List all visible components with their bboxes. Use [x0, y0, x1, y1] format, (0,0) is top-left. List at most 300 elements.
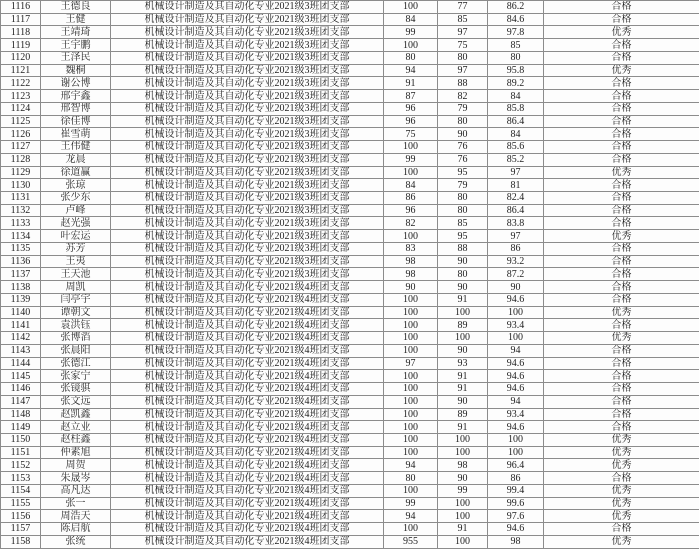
score-3-cell[interactable]: 97 [488, 166, 544, 179]
branch-cell[interactable]: 机械设计制造及其自动化专业2021级3班团支部 [111, 90, 384, 103]
score-2-cell[interactable]: 99 [438, 484, 488, 497]
row-number-cell[interactable]: 1126 [1, 128, 41, 141]
rating-cell[interactable]: 合格 [544, 217, 699, 230]
name-cell[interactable]: 王夷 [41, 255, 111, 268]
rating-cell[interactable]: 合格 [544, 77, 699, 90]
score-3-cell[interactable]: 99.6 [488, 497, 544, 510]
name-cell[interactable]: 魏桐 [41, 64, 111, 77]
branch-cell[interactable]: 机械设计制造及其自动化专业2021级4班团支部 [111, 293, 384, 306]
score-3-cell[interactable]: 95.8 [488, 64, 544, 77]
rating-cell[interactable]: 合格 [544, 115, 699, 128]
name-cell[interactable]: 赵柱鑫 [41, 433, 111, 446]
score-3-cell[interactable]: 93.2 [488, 255, 544, 268]
branch-cell[interactable]: 机械设计制造及其自动化专业2021级4班团支部 [111, 446, 384, 459]
score-2-cell[interactable]: 97 [438, 26, 488, 39]
rating-cell[interactable]: 优秀 [544, 510, 699, 523]
score-3-cell[interactable]: 94 [488, 395, 544, 408]
row-number-cell[interactable]: 1144 [1, 357, 41, 370]
score-3-cell[interactable]: 85.6 [488, 141, 544, 154]
score-2-cell[interactable]: 90 [438, 395, 488, 408]
score-2-cell[interactable]: 90 [438, 472, 488, 485]
row-number-cell[interactable]: 1142 [1, 332, 41, 345]
row-number-cell[interactable]: 1137 [1, 268, 41, 281]
rating-cell[interactable]: 优秀 [544, 230, 699, 243]
score-1-cell[interactable]: 100 [384, 523, 438, 536]
name-cell[interactable]: 张博滔 [41, 332, 111, 345]
score-1-cell[interactable]: 100 [384, 446, 438, 459]
score-3-cell[interactable]: 86.4 [488, 115, 544, 128]
score-3-cell[interactable]: 94 [488, 344, 544, 357]
name-cell[interactable]: 张家宁 [41, 370, 111, 383]
score-1-cell[interactable]: 100 [384, 230, 438, 243]
rating-cell[interactable]: 合格 [544, 13, 699, 26]
score-2-cell[interactable]: 76 [438, 153, 488, 166]
rating-cell[interactable]: 合格 [544, 281, 699, 294]
score-1-cell[interactable]: 100 [384, 1, 438, 14]
score-3-cell[interactable]: 97.8 [488, 26, 544, 39]
score-2-cell[interactable]: 80 [438, 115, 488, 128]
branch-cell[interactable]: 机械设计制造及其自动化专业2021级3班团支部 [111, 39, 384, 52]
branch-cell[interactable]: 机械设计制造及其自动化专业2021级4班团支部 [111, 459, 384, 472]
branch-cell[interactable]: 机械设计制造及其自动化专业2021级4班团支部 [111, 319, 384, 332]
score-1-cell[interactable]: 94 [384, 510, 438, 523]
rating-cell[interactable]: 优秀 [544, 497, 699, 510]
score-3-cell[interactable]: 83.8 [488, 217, 544, 230]
score-1-cell[interactable]: 82 [384, 217, 438, 230]
branch-cell[interactable]: 机械设计制造及其自动化专业2021级4班团支部 [111, 535, 384, 548]
score-1-cell[interactable]: 99 [384, 497, 438, 510]
score-3-cell[interactable]: 94.6 [488, 383, 544, 396]
score-2-cell[interactable]: 79 [438, 102, 488, 115]
row-number-cell[interactable]: 1140 [1, 306, 41, 319]
branch-cell[interactable]: 机械设计制造及其自动化专业2021级4班团支部 [111, 395, 384, 408]
score-1-cell[interactable]: 98 [384, 255, 438, 268]
score-3-cell[interactable]: 94.6 [488, 421, 544, 434]
row-number-cell[interactable]: 1153 [1, 472, 41, 485]
branch-cell[interactable]: 机械设计制造及其自动化专业2021级4班团支部 [111, 472, 384, 485]
row-number-cell[interactable]: 1145 [1, 370, 41, 383]
score-1-cell[interactable]: 99 [384, 26, 438, 39]
rating-cell[interactable]: 合格 [544, 255, 699, 268]
name-cell[interactable]: 张统 [41, 535, 111, 548]
row-number-cell[interactable]: 1143 [1, 344, 41, 357]
row-number-cell[interactable]: 1119 [1, 39, 41, 52]
row-number-cell[interactable]: 1138 [1, 281, 41, 294]
score-2-cell[interactable]: 80 [438, 51, 488, 64]
score-2-cell[interactable]: 97 [438, 64, 488, 77]
row-number-cell[interactable]: 1156 [1, 510, 41, 523]
row-number-cell[interactable]: 1132 [1, 204, 41, 217]
score-1-cell[interactable]: 100 [384, 39, 438, 52]
score-2-cell[interactable]: 88 [438, 242, 488, 255]
name-cell[interactable]: 袁洪钰 [41, 319, 111, 332]
rating-cell[interactable]: 合格 [544, 421, 699, 434]
rating-cell[interactable]: 优秀 [544, 446, 699, 459]
row-number-cell[interactable]: 1150 [1, 433, 41, 446]
branch-cell[interactable]: 机械设计制造及其自动化专业2021级3班团支部 [111, 204, 384, 217]
score-1-cell[interactable]: 100 [384, 370, 438, 383]
score-2-cell[interactable]: 91 [438, 293, 488, 306]
row-number-cell[interactable]: 1130 [1, 179, 41, 192]
row-number-cell[interactable]: 1127 [1, 141, 41, 154]
score-3-cell[interactable]: 85.2 [488, 153, 544, 166]
rating-cell[interactable]: 合格 [544, 39, 699, 52]
branch-cell[interactable]: 机械设计制造及其自动化专业2021级4班团支部 [111, 383, 384, 396]
score-3-cell[interactable]: 96.4 [488, 459, 544, 472]
score-3-cell[interactable]: 85.8 [488, 102, 544, 115]
score-1-cell[interactable]: 96 [384, 204, 438, 217]
score-1-cell[interactable]: 84 [384, 179, 438, 192]
rating-cell[interactable]: 优秀 [544, 332, 699, 345]
row-number-cell[interactable]: 1117 [1, 13, 41, 26]
rating-cell[interactable]: 合格 [544, 383, 699, 396]
branch-cell[interactable]: 机械设计制造及其自动化专业2021级3班团支部 [111, 153, 384, 166]
name-cell[interactable]: 王泽民 [41, 51, 111, 64]
score-1-cell[interactable]: 80 [384, 51, 438, 64]
rating-cell[interactable]: 合格 [544, 523, 699, 536]
rating-cell[interactable]: 合格 [544, 141, 699, 154]
rating-cell[interactable]: 合格 [544, 268, 699, 281]
branch-cell[interactable]: 机械设计制造及其自动化专业2021级3班团支部 [111, 102, 384, 115]
score-2-cell[interactable]: 90 [438, 255, 488, 268]
score-1-cell[interactable]: 94 [384, 459, 438, 472]
name-cell[interactable]: 周贺 [41, 459, 111, 472]
name-cell[interactable]: 王健 [41, 13, 111, 26]
branch-cell[interactable]: 机械设计制造及其自动化专业2021级3班团支部 [111, 230, 384, 243]
score-1-cell[interactable]: 96 [384, 102, 438, 115]
name-cell[interactable]: 王德良 [41, 1, 111, 14]
rating-cell[interactable]: 优秀 [544, 64, 699, 77]
rating-cell[interactable]: 优秀 [544, 535, 699, 548]
score-3-cell[interactable]: 86.2 [488, 1, 544, 14]
rating-cell[interactable]: 优秀 [544, 26, 699, 39]
score-1-cell[interactable]: 955 [384, 535, 438, 548]
row-number-cell[interactable]: 1155 [1, 497, 41, 510]
rating-cell[interactable]: 合格 [544, 128, 699, 141]
score-3-cell[interactable]: 94.6 [488, 357, 544, 370]
score-2-cell[interactable]: 90 [438, 344, 488, 357]
row-number-cell[interactable]: 1123 [1, 90, 41, 103]
name-cell[interactable]: 王伟健 [41, 141, 111, 154]
score-3-cell[interactable]: 100 [488, 332, 544, 345]
rating-cell[interactable]: 合格 [544, 408, 699, 421]
branch-cell[interactable]: 机械设计制造及其自动化专业2021级4班团支部 [111, 433, 384, 446]
name-cell[interactable]: 赵光强 [41, 217, 111, 230]
score-3-cell[interactable]: 93.4 [488, 408, 544, 421]
score-2-cell[interactable]: 95 [438, 230, 488, 243]
score-2-cell[interactable]: 89 [438, 319, 488, 332]
row-number-cell[interactable]: 1135 [1, 242, 41, 255]
score-2-cell[interactable]: 88 [438, 77, 488, 90]
name-cell[interactable]: 王天池 [41, 268, 111, 281]
score-2-cell[interactable]: 77 [438, 1, 488, 14]
name-cell[interactable]: 徐佳博 [41, 115, 111, 128]
score-2-cell[interactable]: 85 [438, 13, 488, 26]
score-3-cell[interactable]: 86.4 [488, 204, 544, 217]
score-3-cell[interactable]: 94.6 [488, 523, 544, 536]
name-cell[interactable]: 龙晨 [41, 153, 111, 166]
row-number-cell[interactable]: 1136 [1, 255, 41, 268]
score-2-cell[interactable]: 100 [438, 433, 488, 446]
rating-cell[interactable]: 合格 [544, 1, 699, 14]
branch-cell[interactable]: 机械设计制造及其自动化专业2021级4班团支部 [111, 281, 384, 294]
row-number-cell[interactable]: 1121 [1, 64, 41, 77]
score-2-cell[interactable]: 80 [438, 204, 488, 217]
score-1-cell[interactable]: 100 [384, 433, 438, 446]
branch-cell[interactable]: 机械设计制造及其自动化专业2021级4班团支部 [111, 421, 384, 434]
score-3-cell[interactable]: 94.6 [488, 370, 544, 383]
row-number-cell[interactable]: 1120 [1, 51, 41, 64]
score-1-cell[interactable]: 100 [384, 319, 438, 332]
row-number-cell[interactable]: 1152 [1, 459, 41, 472]
score-2-cell[interactable]: 90 [438, 128, 488, 141]
branch-cell[interactable]: 机械设计制造及其自动化专业2021级4班团支部 [111, 408, 384, 421]
score-3-cell[interactable]: 90 [488, 281, 544, 294]
name-cell[interactable]: 张镜骐 [41, 383, 111, 396]
name-cell[interactable]: 朱晟岑 [41, 472, 111, 485]
name-cell[interactable]: 苏芳 [41, 242, 111, 255]
name-cell[interactable]: 周凯 [41, 281, 111, 294]
name-cell[interactable]: 仲素旭 [41, 446, 111, 459]
name-cell[interactable]: 邢智博 [41, 102, 111, 115]
score-3-cell[interactable]: 81 [488, 179, 544, 192]
row-number-cell[interactable]: 1124 [1, 102, 41, 115]
rating-cell[interactable]: 合格 [544, 370, 699, 383]
row-number-cell[interactable]: 1134 [1, 230, 41, 243]
rating-cell[interactable]: 合格 [544, 179, 699, 192]
name-cell[interactable]: 张文远 [41, 395, 111, 408]
score-3-cell[interactable]: 84.6 [488, 13, 544, 26]
rating-cell[interactable]: 合格 [544, 153, 699, 166]
row-number-cell[interactable]: 1133 [1, 217, 41, 230]
score-2-cell[interactable]: 80 [438, 268, 488, 281]
score-1-cell[interactable]: 99 [384, 153, 438, 166]
row-number-cell[interactable]: 1157 [1, 523, 41, 536]
score-1-cell[interactable]: 100 [384, 141, 438, 154]
score-2-cell[interactable]: 100 [438, 306, 488, 319]
score-1-cell[interactable]: 91 [384, 77, 438, 90]
score-3-cell[interactable]: 94.6 [488, 293, 544, 306]
score-1-cell[interactable]: 100 [384, 395, 438, 408]
score-2-cell[interactable]: 85 [438, 217, 488, 230]
rating-cell[interactable]: 优秀 [544, 306, 699, 319]
rating-cell[interactable]: 优秀 [544, 166, 699, 179]
branch-cell[interactable]: 机械设计制造及其自动化专业2021级4班团支部 [111, 497, 384, 510]
score-3-cell[interactable]: 86 [488, 242, 544, 255]
branch-cell[interactable]: 机械设计制造及其自动化专业2021级3班团支部 [111, 13, 384, 26]
name-cell[interactable]: 周浩天 [41, 510, 111, 523]
branch-cell[interactable]: 机械设计制造及其自动化专业2021级3班团支部 [111, 268, 384, 281]
branch-cell[interactable]: 机械设计制造及其自动化专业2021级3班团支部 [111, 26, 384, 39]
branch-cell[interactable]: 机械设计制造及其自动化专业2021级3班团支部 [111, 179, 384, 192]
score-3-cell[interactable]: 84 [488, 128, 544, 141]
branch-cell[interactable]: 机械设计制造及其自动化专业2021级3班团支部 [111, 217, 384, 230]
score-2-cell[interactable]: 100 [438, 497, 488, 510]
branch-cell[interactable]: 机械设计制造及其自动化专业2021级3班团支部 [111, 77, 384, 90]
score-3-cell[interactable]: 98 [488, 535, 544, 548]
score-1-cell[interactable]: 100 [384, 166, 438, 179]
score-1-cell[interactable]: 100 [384, 383, 438, 396]
rating-cell[interactable]: 优秀 [544, 433, 699, 446]
branch-cell[interactable]: 机械设计制造及其自动化专业2021级3班团支部 [111, 1, 384, 14]
name-cell[interactable]: 张琼 [41, 179, 111, 192]
score-3-cell[interactable]: 99.4 [488, 484, 544, 497]
rating-cell[interactable]: 合格 [544, 319, 699, 332]
row-number-cell[interactable]: 1118 [1, 26, 41, 39]
score-1-cell[interactable]: 87 [384, 90, 438, 103]
rating-cell[interactable]: 合格 [544, 192, 699, 205]
row-number-cell[interactable]: 1141 [1, 319, 41, 332]
row-number-cell[interactable]: 1149 [1, 421, 41, 434]
row-number-cell[interactable]: 1148 [1, 408, 41, 421]
row-number-cell[interactable]: 1128 [1, 153, 41, 166]
score-1-cell[interactable]: 86 [384, 192, 438, 205]
name-cell[interactable]: 崔雪萌 [41, 128, 111, 141]
name-cell[interactable]: 叶宏运 [41, 230, 111, 243]
branch-cell[interactable]: 机械设计制造及其自动化专业2021级3班团支部 [111, 192, 384, 205]
rating-cell[interactable]: 合格 [544, 293, 699, 306]
score-1-cell[interactable]: 100 [384, 306, 438, 319]
row-number-cell[interactable]: 1139 [1, 293, 41, 306]
score-2-cell[interactable]: 91 [438, 370, 488, 383]
score-1-cell[interactable]: 100 [384, 484, 438, 497]
row-number-cell[interactable]: 1147 [1, 395, 41, 408]
score-3-cell[interactable]: 100 [488, 433, 544, 446]
row-number-cell[interactable]: 1151 [1, 446, 41, 459]
score-3-cell[interactable]: 100 [488, 446, 544, 459]
branch-cell[interactable]: 机械设计制造及其自动化专业2021级4班团支部 [111, 357, 384, 370]
row-number-cell[interactable]: 1154 [1, 484, 41, 497]
name-cell[interactable]: 闫亭宇 [41, 293, 111, 306]
rating-cell[interactable]: 合格 [544, 395, 699, 408]
rating-cell[interactable]: 合格 [544, 51, 699, 64]
branch-cell[interactable]: 机械设计制造及其自动化专业2021级3班团支部 [111, 128, 384, 141]
name-cell[interactable]: 谭朝文 [41, 306, 111, 319]
rating-cell[interactable]: 合格 [544, 242, 699, 255]
score-3-cell[interactable]: 80 [488, 51, 544, 64]
score-2-cell[interactable]: 100 [438, 446, 488, 459]
row-number-cell[interactable]: 1122 [1, 77, 41, 90]
name-cell[interactable]: 高凡达 [41, 484, 111, 497]
name-cell[interactable]: 王靖琦 [41, 26, 111, 39]
name-cell[interactable]: 张少东 [41, 192, 111, 205]
score-2-cell[interactable]: 82 [438, 90, 488, 103]
branch-cell[interactable]: 机械设计制造及其自动化专业2021级3班团支部 [111, 64, 384, 77]
score-2-cell[interactable]: 89 [438, 408, 488, 421]
row-number-cell[interactable]: 1129 [1, 166, 41, 179]
rating-cell[interactable]: 优秀 [544, 459, 699, 472]
branch-cell[interactable]: 机械设计制造及其自动化专业2021级3班团支部 [111, 51, 384, 64]
row-number-cell[interactable]: 1158 [1, 535, 41, 548]
score-3-cell[interactable]: 84 [488, 90, 544, 103]
score-3-cell[interactable]: 100 [488, 306, 544, 319]
score-3-cell[interactable]: 89.2 [488, 77, 544, 90]
rating-cell[interactable]: 合格 [544, 472, 699, 485]
name-cell[interactable]: 赵凯鑫 [41, 408, 111, 421]
score-1-cell[interactable]: 97 [384, 357, 438, 370]
score-3-cell[interactable]: 85 [488, 39, 544, 52]
score-1-cell[interactable]: 100 [384, 408, 438, 421]
rating-cell[interactable]: 合格 [544, 344, 699, 357]
name-cell[interactable]: 王宇鹏 [41, 39, 111, 52]
score-1-cell[interactable]: 96 [384, 115, 438, 128]
rating-cell[interactable]: 合格 [544, 204, 699, 217]
score-1-cell[interactable]: 100 [384, 293, 438, 306]
score-3-cell[interactable]: 97.6 [488, 510, 544, 523]
score-3-cell[interactable]: 93.4 [488, 319, 544, 332]
name-cell[interactable]: 张一 [41, 497, 111, 510]
name-cell[interactable]: 陈启航 [41, 523, 111, 536]
score-1-cell[interactable]: 98 [384, 268, 438, 281]
branch-cell[interactable]: 机械设计制造及其自动化专业2021级4班团支部 [111, 484, 384, 497]
branch-cell[interactable]: 机械设计制造及其自动化专业2021级4班团支部 [111, 306, 384, 319]
score-2-cell[interactable]: 100 [438, 510, 488, 523]
score-1-cell[interactable]: 75 [384, 128, 438, 141]
score-1-cell[interactable]: 94 [384, 64, 438, 77]
rating-cell[interactable]: 合格 [544, 357, 699, 370]
score-2-cell[interactable]: 93 [438, 357, 488, 370]
name-cell[interactable]: 赵立业 [41, 421, 111, 434]
rating-cell[interactable]: 合格 [544, 90, 699, 103]
row-number-cell[interactable]: 1116 [1, 1, 41, 14]
score-3-cell[interactable]: 97 [488, 230, 544, 243]
branch-cell[interactable]: 机械设计制造及其自动化专业2021级4班团支部 [111, 523, 384, 536]
name-cell[interactable]: 徐道赢 [41, 166, 111, 179]
score-2-cell[interactable]: 76 [438, 141, 488, 154]
name-cell[interactable]: 卢峰 [41, 204, 111, 217]
score-1-cell[interactable]: 80 [384, 472, 438, 485]
row-number-cell[interactable]: 1146 [1, 383, 41, 396]
row-number-cell[interactable]: 1131 [1, 192, 41, 205]
score-2-cell[interactable]: 100 [438, 535, 488, 548]
score-2-cell[interactable]: 95 [438, 166, 488, 179]
name-cell[interactable]: 谢公博 [41, 77, 111, 90]
rating-cell[interactable]: 合格 [544, 102, 699, 115]
branch-cell[interactable]: 机械设计制造及其自动化专业2021级3班团支部 [111, 166, 384, 179]
score-1-cell[interactable]: 100 [384, 344, 438, 357]
name-cell[interactable]: 张晨阳 [41, 344, 111, 357]
name-cell[interactable]: 邢宇鑫 [41, 90, 111, 103]
score-1-cell[interactable]: 90 [384, 281, 438, 294]
score-3-cell[interactable]: 87.2 [488, 268, 544, 281]
score-2-cell[interactable]: 91 [438, 523, 488, 536]
branch-cell[interactable]: 机械设计制造及其自动化专业2021级3班团支部 [111, 141, 384, 154]
score-2-cell[interactable]: 75 [438, 39, 488, 52]
branch-cell[interactable]: 机械设计制造及其自动化专业2021级4班团支部 [111, 344, 384, 357]
score-1-cell[interactable]: 83 [384, 242, 438, 255]
score-2-cell[interactable]: 79 [438, 179, 488, 192]
branch-cell[interactable]: 机械设计制造及其自动化专业2021级4班团支部 [111, 370, 384, 383]
score-2-cell[interactable]: 91 [438, 421, 488, 434]
score-2-cell[interactable]: 100 [438, 332, 488, 345]
score-2-cell[interactable]: 90 [438, 281, 488, 294]
score-3-cell[interactable]: 82.4 [488, 192, 544, 205]
score-1-cell[interactable]: 84 [384, 13, 438, 26]
score-2-cell[interactable]: 91 [438, 383, 488, 396]
branch-cell[interactable]: 机械设计制造及其自动化专业2021级3班团支部 [111, 115, 384, 128]
name-cell[interactable]: 张德江 [41, 357, 111, 370]
score-1-cell[interactable]: 100 [384, 421, 438, 434]
score-2-cell[interactable]: 80 [438, 192, 488, 205]
branch-cell[interactable]: 机械设计制造及其自动化专业2021级4班团支部 [111, 510, 384, 523]
score-2-cell[interactable]: 98 [438, 459, 488, 472]
rating-cell[interactable]: 优秀 [544, 484, 699, 497]
branch-cell[interactable]: 机械设计制造及其自动化专业2021级4班团支部 [111, 332, 384, 345]
score-3-cell[interactable]: 86 [488, 472, 544, 485]
row-number-cell[interactable]: 1125 [1, 115, 41, 128]
branch-cell[interactable]: 机械设计制造及其自动化专业2021级3班团支部 [111, 242, 384, 255]
branch-cell[interactable]: 机械设计制造及其自动化专业2021级3班团支部 [111, 255, 384, 268]
